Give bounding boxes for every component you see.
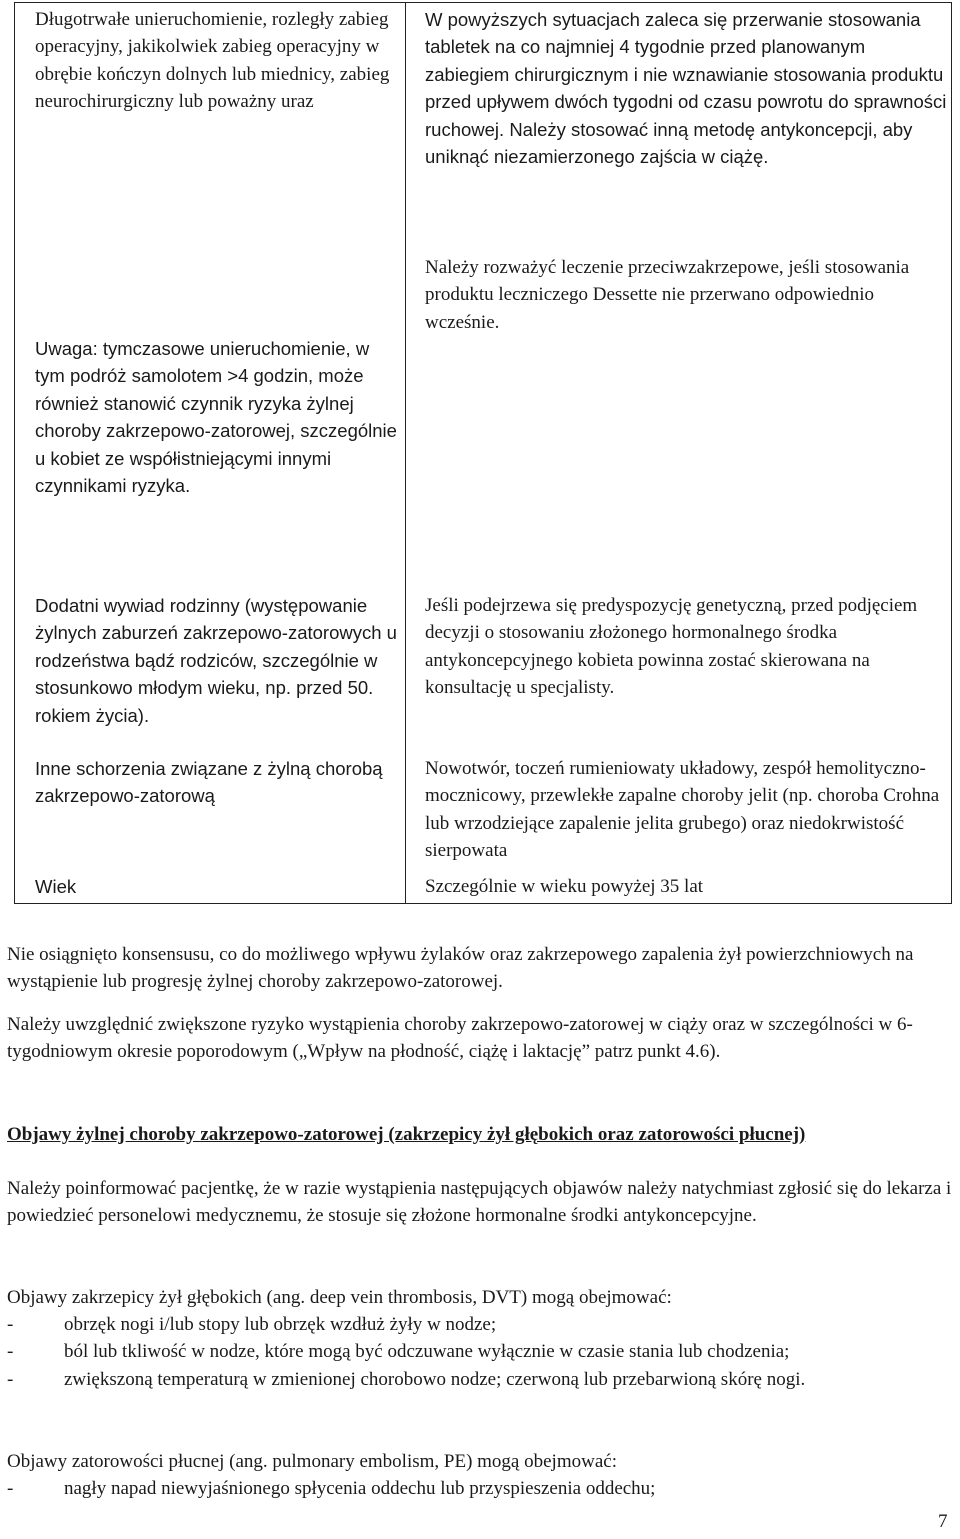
note-temporary-immobilization: Uwaga: tymczasowe unieruchomienie, w tym podróż samolotem >4 godzin, może również stanowić czynnik ryzyka żylnej choroby zakrzepowo-zatorowej, szczególnie u kobiet ze współistniejącymi innymi czynnikami ryzyka. [35, 338, 397, 497]
risk-factor-immobilization: Długotrwałe unieruchomienie, rozległy zabieg operacyjny, jakikolwiek zabieg operacyjny w obrębie kończyn dolnych lub miednicy, zabieg neurochirurgiczny lub poważny uraz [35, 9, 390, 113]
risk-factor-other-conditions: Inne schorzenia związane z żylną chorobą zakrzepowo-zatorową [35, 758, 383, 807]
paragraph-pregnancy-risk: Należy uwzględnić zwiększone ryzyko wystąpienia choroby zakrzepowo-zatorowej w ciąży oraz w szczególności w 6-tygodniowym okresie poporodowym („Wpływ na płodność, ciążę i laktację” patrz punkt 4.6). [7, 1014, 913, 1063]
risk-factor-family-history: Dodatni wywiad rodzinny (występowanie żylnych zaburzeń zakrzepowo-zatorowych u rodzeństwa bądź rodziców, szczególnie w stosunkowo młodym wieku, np. przed 50. rokiem życia). [35, 595, 397, 726]
list-item-text: nagły napad niewyjaśnionego spłycenia oddechu lub przyspieszenia oddechu; [64, 1478, 656, 1499]
conditions-list: Nowotwór, toczeń rumieniowaty układowy, zespół hemolityczno-mocznicowy, przewlekłe zapalne choroby jelit (np. choroba Crohna lub wrzodziejące zapalenie jelita grubego) oraz niedokrwistość sierpowata [425, 758, 940, 862]
paragraph-inform-patient: Należy poinformować pacjentkę, że w razie wystąpienia następujących objawów należy natychmiast zgłosić się do lekarza i powiedzieć personelowi medycznemu, że stosuje się złożone hormonalne środki antykoncepcyjne. [7, 1178, 952, 1227]
section-heading-vte-symptoms: Objawy żylnej choroby zakrzepowo-zatorowej (zakrzepicy żył głębokich oraz zatorowości płucnej) [7, 1124, 806, 1145]
list-item-text: obrzęk nogi i/lub stopy lub obrzęk wzdłuż żyły w nodze; [64, 1314, 497, 1335]
recommendation-immobilization: W powyższych sytuacjach zaleca się przerwanie stosowania tabletek na co najmniej 4 tygodnie przed planowanym zabiegiem chirurgicznym i nie wznawianie stosowania produktu przed upływem dwóch tygodni od czasu powrotu do sprawności ruchowej. Należy stosować inną metodę antykoncepcji, aby uniknąć niezamierzonego zajścia w ciążę. [425, 9, 947, 168]
list-dash: - [7, 1478, 14, 1499]
page-number: 7 [938, 1511, 948, 1532]
list-item [7, 1475, 953, 1502]
list-dash: - [7, 1368, 14, 1390]
list-item-text: zwiększoną temperaturą w zmienionej chorobowo nodze; czerwoną lub przebarwioną skórę nogi. [64, 1368, 806, 1390]
list-item [7, 1366, 953, 1393]
paragraph-varicose-veins: Nie osiągnięto konsensusu, co do możliwego wpływu żylaków oraz zakrzepowego zapalenia żył powierzchniowych na wystąpienie lub progresję żylnej choroby zakrzepowo-zatorowej. [7, 944, 914, 993]
risk-factors-table [14, 2, 952, 904]
recommendation-anticoagulation: Należy rozważyć leczenie przeciwzakrzepowe, jeśli stosowania produktu leczniczego Dessette nie przerwano odpowiednio wcześnie. [425, 257, 910, 333]
list-dash: - [7, 1314, 14, 1335]
age-recommendation: Szczególnie w wieku powyżej 35 lat [425, 876, 704, 897]
risk-factor-age: Wiek [35, 876, 77, 897]
pe-intro: Objawy zatorowości płucnej (ang. pulmonary embolism, PE) mogą obejmować: [7, 1451, 617, 1472]
dvt-intro: Objawy zakrzepicy żył głębokich (ang. deep vein thrombosis, DVT) mogą obejmować: [7, 1287, 672, 1308]
recommendation-family-history: Jeśli podejrzewa się predyspozycję genetyczną, przed podjęciem decyzji o stosowaniu złożonego hormonalnego środka antykoncepcyjnego kobieta powinna zostać skierowana na konsultację u specjalisty. [425, 595, 918, 699]
column-divider [405, 3, 406, 903]
list-item [7, 1338, 953, 1365]
list-dash: - [7, 1341, 14, 1363]
list-item-text: ból lub tkliwość w nodze, które mogą być odczuwane wyłącznie w czasie stania lub chodzenia; [64, 1341, 790, 1363]
dvt-symptom-list [7, 1311, 953, 1393]
list-item [7, 1311, 953, 1338]
pe-symptom-list [7, 1475, 953, 1502]
